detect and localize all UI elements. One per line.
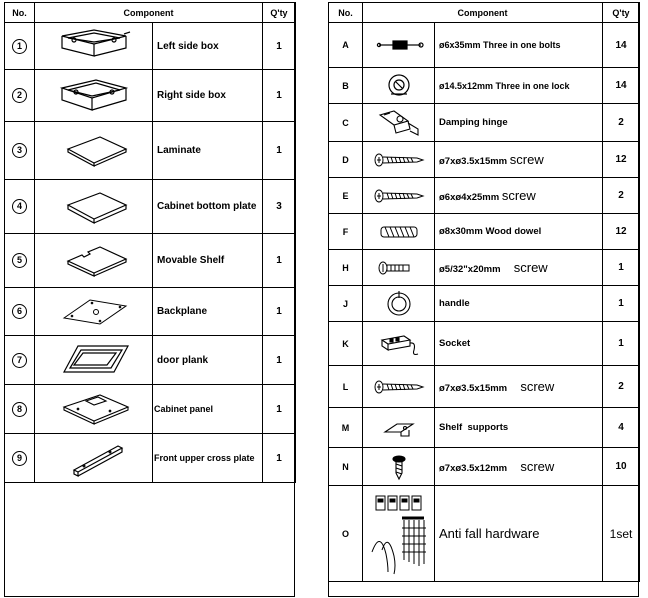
table-row xyxy=(329,286,640,322)
item-letter: F xyxy=(329,214,363,250)
table-row xyxy=(329,23,640,68)
table-row xyxy=(5,385,296,434)
table-row xyxy=(329,408,640,448)
table-row xyxy=(329,68,640,104)
component-name: Front upper cross plate xyxy=(153,434,263,483)
type-text: screw xyxy=(509,152,544,167)
backplane-icon xyxy=(35,288,153,336)
item-letter: B xyxy=(329,68,363,104)
item-letter: O xyxy=(329,486,363,582)
table-row xyxy=(5,434,296,483)
item-letter: A xyxy=(329,23,363,68)
screw-icon xyxy=(363,178,435,214)
component-name: Right side box xyxy=(153,70,263,122)
table-row xyxy=(329,104,640,142)
item-letter: H xyxy=(329,250,363,286)
component-name: Left side box xyxy=(153,23,263,70)
component-name: door plank xyxy=(153,336,263,385)
size-text: Shelf xyxy=(439,422,463,433)
cam-lock-icon xyxy=(363,68,435,104)
item-letter: J xyxy=(329,286,363,322)
component-qty: 1 xyxy=(603,286,640,322)
component-qty: 3 xyxy=(263,180,296,234)
component-desc xyxy=(435,214,603,250)
header-component: Component xyxy=(35,3,263,23)
bolt-icon xyxy=(363,23,435,68)
item-number: 1 xyxy=(12,39,27,54)
door-plank-icon xyxy=(35,336,153,385)
header-qty: Q'ty xyxy=(263,3,296,23)
item-letter: M xyxy=(329,408,363,448)
cross-plate-icon xyxy=(35,434,153,483)
size-text: ø7xø3.5x15mm xyxy=(439,383,508,394)
component-desc xyxy=(435,178,603,214)
item-number: 3 xyxy=(12,143,27,158)
item-number: 5 xyxy=(12,253,27,268)
socket-icon xyxy=(363,322,435,366)
size-text: ø5/32"x20mm xyxy=(439,264,501,275)
screw-icon xyxy=(363,366,435,408)
item-number: 4 xyxy=(12,199,27,214)
parts-table-right xyxy=(328,2,640,582)
header-qty: Q'ty xyxy=(603,3,640,23)
component-desc: Damping hinge xyxy=(435,104,603,142)
component-qty: 2 xyxy=(603,104,640,142)
component-qty: 2 xyxy=(603,178,640,214)
table-row xyxy=(5,336,296,385)
component-desc xyxy=(435,142,603,178)
machine-screw-icon xyxy=(363,250,435,286)
component-qty: 12 xyxy=(603,142,640,178)
component-desc: ø6x35mm Three in one bolts xyxy=(435,23,603,68)
type-text: Wood dowel xyxy=(485,226,542,237)
table-row xyxy=(5,23,296,70)
table-row xyxy=(329,142,640,178)
component-desc xyxy=(435,448,603,486)
table-row xyxy=(5,122,296,180)
table-header-row xyxy=(329,3,640,23)
component-desc: Socket xyxy=(435,322,603,366)
table-row xyxy=(329,322,640,366)
component-qty: 14 xyxy=(603,68,640,104)
parts-table-left xyxy=(4,2,296,483)
right-side-box-icon xyxy=(35,70,153,122)
table-row xyxy=(5,234,296,288)
item-letter: L xyxy=(329,366,363,408)
item-letter: C xyxy=(329,104,363,142)
component-qty: 14 xyxy=(603,23,640,68)
component-qty: 1 xyxy=(263,385,296,434)
component-desc: ø14.5x12mm Three in one lock xyxy=(435,68,603,104)
size-text: ø8x30mm xyxy=(439,226,483,237)
table-row xyxy=(5,180,296,234)
handle-icon xyxy=(363,286,435,322)
table-row xyxy=(329,214,640,250)
component-desc xyxy=(435,408,603,448)
item-letter: E xyxy=(329,178,363,214)
component-desc xyxy=(435,366,603,408)
type-text: supports xyxy=(467,422,509,433)
type-text: screw xyxy=(501,188,536,203)
table-row xyxy=(329,486,640,582)
table-row xyxy=(329,178,640,214)
type-text: screw xyxy=(520,459,555,474)
screw-icon xyxy=(363,142,435,178)
item-number: 8 xyxy=(12,402,27,417)
component-name: Movable Shelf xyxy=(153,234,263,288)
component-qty: 1 xyxy=(263,234,296,288)
size-text: ø7xø3.5x15mm xyxy=(439,156,508,167)
component-desc xyxy=(435,250,603,286)
movable-shelf-icon xyxy=(35,234,153,288)
table-row xyxy=(329,448,640,486)
table-row xyxy=(5,288,296,336)
component-name: Cabinet panel xyxy=(153,385,263,434)
dowel-icon xyxy=(363,214,435,250)
component-qty: 1 xyxy=(263,336,296,385)
type-text: screw xyxy=(520,379,555,394)
hinge-icon xyxy=(363,104,435,142)
table-row xyxy=(329,366,640,408)
component-qty: 10 xyxy=(603,448,640,486)
component-name: Laminate xyxy=(153,122,263,180)
item-letter: N xyxy=(329,448,363,486)
component-qty: 1 xyxy=(263,122,296,180)
component-qty: 2 xyxy=(603,366,640,408)
component-qty: 1 xyxy=(603,322,640,366)
table-row xyxy=(329,250,640,286)
left-side-box-icon xyxy=(35,23,153,70)
component-desc: handle xyxy=(435,286,603,322)
bottom-plate-icon xyxy=(35,180,153,234)
item-letter: D xyxy=(329,142,363,178)
header-no: No. xyxy=(329,3,363,23)
item-letter: K xyxy=(329,322,363,366)
item-number: 7 xyxy=(12,353,27,368)
header-no: No. xyxy=(5,3,35,23)
header-component: Component xyxy=(363,3,603,23)
component-qty: 1 xyxy=(263,288,296,336)
type-text: screw xyxy=(513,260,548,275)
component-name: Backplane xyxy=(153,288,263,336)
component-name: Cabinet bottom plate xyxy=(153,180,263,234)
item-number: 2 xyxy=(12,88,27,103)
component-qty: 1 xyxy=(263,70,296,122)
size-text: ø7xø3.5x12mm xyxy=(439,463,508,474)
component-qty: 1 xyxy=(603,250,640,286)
component-qty: 1 xyxy=(263,23,296,70)
size-text: ø6xø4x25mm xyxy=(439,192,500,203)
component-desc: Anti fall hardware xyxy=(435,486,603,582)
cabinet-panel-icon xyxy=(35,385,153,434)
short-screw-icon xyxy=(363,448,435,486)
component-qty: 1set xyxy=(603,486,640,582)
item-number: 6 xyxy=(12,304,27,319)
item-number: 9 xyxy=(12,451,27,466)
laminate-icon xyxy=(35,122,153,180)
component-qty: 12 xyxy=(603,214,640,250)
table-header-row xyxy=(5,3,296,23)
shelf-support-icon xyxy=(363,408,435,448)
component-qty: 4 xyxy=(603,408,640,448)
table-row xyxy=(5,70,296,122)
component-qty: 1 xyxy=(263,434,296,483)
anti-fall-hardware-icon xyxy=(363,486,435,582)
